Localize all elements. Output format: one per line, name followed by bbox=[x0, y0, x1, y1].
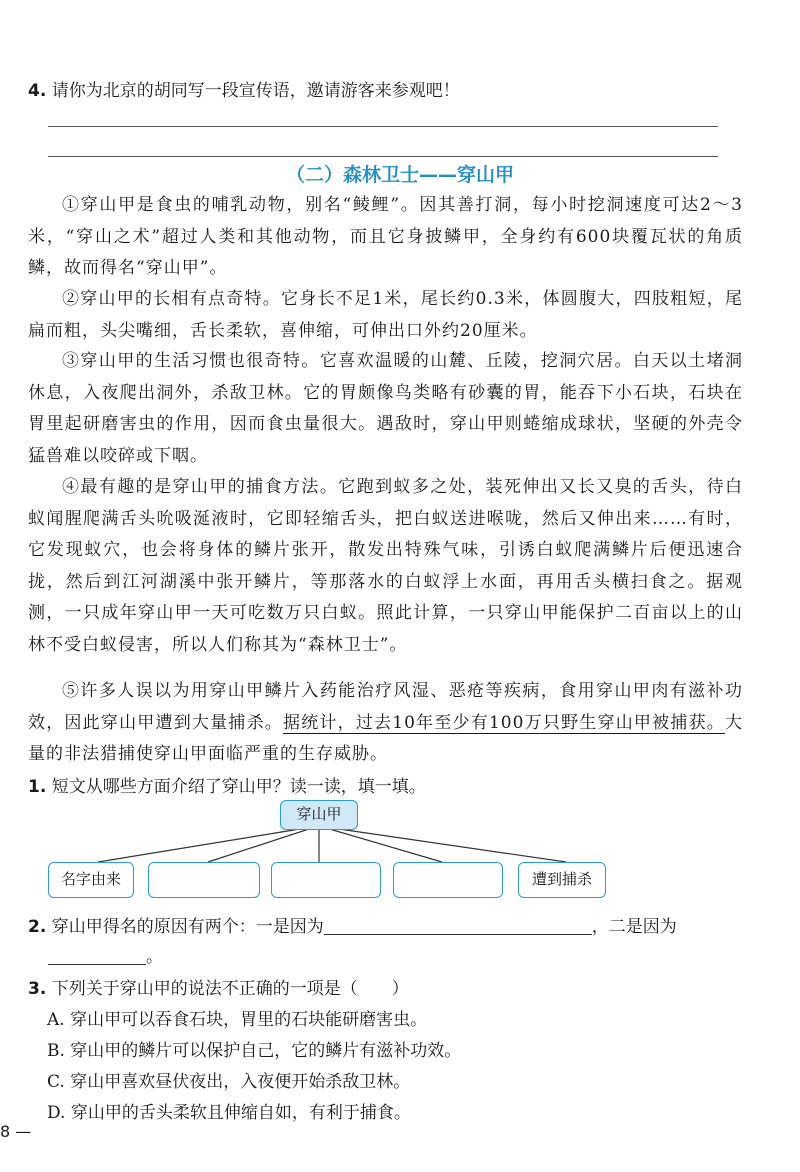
page-number: 8 — bbox=[0, 1122, 32, 1141]
question-4 bbox=[28, 76, 460, 101]
connector-line bbox=[326, 828, 442, 862]
paragraph-2: ②穿山甲的长相有点奇特。它身长不足1米，尾长约0.3米，体圆腹大，四肢粗短，尾扁而粗，头尖嘴细，舌长柔软，喜伸缩，可伸出口外约20厘米。 bbox=[28, 289, 743, 341]
question-text-part2: ，二是因为 bbox=[591, 917, 677, 937]
question-text: 请你为北京的胡同写一段宣传语，邀请游客来参观吧！ bbox=[51, 81, 460, 101]
connector-line bbox=[208, 828, 312, 862]
question-1 bbox=[28, 772, 426, 797]
question-number: 3. bbox=[28, 979, 47, 999]
question-2-line2 bbox=[48, 942, 163, 967]
question-text: 短文从哪些方面介绍了穿山甲？读一读，填一填。 bbox=[51, 777, 426, 797]
option-a[interactable]: A. 穿山甲可以吞食石块，胃里的石块能研磨害虫。 bbox=[47, 1010, 428, 1030]
connector-line bbox=[332, 828, 566, 862]
underlined-sentence: 据统计，过去10年至少有100万只野生穿山甲被捕获。 bbox=[283, 712, 725, 733]
question-text-end: 。 bbox=[146, 947, 163, 967]
paragraph-1: ①穿山甲是食虫的哺乳动物，别名“鲮鲤”。因其善打洞，每小时挖洞速度可达2～3米，“穿山之术”超过人类和其他动物，而且它身披鳞甲，全身约有600块覆瓦状的角质鳞，故而得名“穿山甲”。 bbox=[28, 195, 743, 279]
paragraph-3: ③穿山甲的生活习惯也很奇特。它喜欢温暖的山麓、丘陵，挖洞穴居。白天以土堵洞休息，入夜爬出洞外，杀敌卫林。它的胃颇像鸟类略有砂囊的胃，能吞下小石块，石块在胃里起研磨害虫的作用，因而食虫量很大。遇敌时，穿山甲则蜷缩成球状，坚硬的外壳令猛兽难以咬碎或下咽。 bbox=[28, 351, 743, 466]
option-b[interactable]: B. 穿山甲的鳞片可以保护自己，它的鳞片有滋补功效。 bbox=[47, 1041, 462, 1061]
diagram-connectors bbox=[0, 800, 800, 870]
diagram-root: 穿山甲 bbox=[280, 800, 358, 830]
connector-line bbox=[98, 828, 306, 862]
question-text: 下列关于穿山甲的说法不正确的一项是（ ） bbox=[51, 979, 409, 999]
paragraph-5-start: ⑤许多人误以为用穿山甲鳞片入药能治疗风湿、恶疮等疾病，食用穿山甲肉有滋补功效，因此穿山甲遭到大量捕杀。 bbox=[28, 681, 743, 733]
paragraph-4: ④最有趣的是穿山甲的捕食方法。它跑到蚁多之处，装死伸出又长又臭的舌头，待白蚁闻腥爬满舌头吮吸涎液时，它即轻缩舌头，把白蚁送进喉咙，然后又伸出来……有时，它发现蚁穴，也会将身体的鳞片张开，散发出特殊气味，引诱白蚁爬满鳞片后便迅速合拢，然后到江河湖溪中张开鳞片，等那落水的白蚁浮上水面，再用舌头横扫食之。据观测，一只成年穿山甲一天可吃数万只白蚁。照此计算，一只穿山甲能保护二百亩以上的山林不受白蚁侵害，所以人们称其为“森林卫士”。 bbox=[28, 477, 743, 655]
diagram-box-name-origin: 名字由来 bbox=[48, 862, 134, 898]
option-c[interactable]: C. 穿山甲喜欢昼伏夜出，入夜便开始杀敌卫林。 bbox=[47, 1072, 411, 1092]
question-text-part1: 穿山甲得名的原因有两个：一是因为 bbox=[51, 917, 324, 937]
diagram-blank-box[interactable] bbox=[393, 862, 503, 898]
diagram-box-hunted: 遭到捕杀 bbox=[518, 862, 606, 898]
question-number: 1. bbox=[28, 777, 47, 797]
answer-line[interactable] bbox=[48, 156, 718, 157]
paragraph-5 bbox=[28, 676, 743, 771]
section-title: （二）森林卫士——穿山甲 bbox=[285, 164, 514, 186]
diagram-blank-box[interactable] bbox=[271, 862, 381, 898]
diagram-blank-box[interactable] bbox=[148, 862, 260, 898]
question-number: 4. bbox=[28, 81, 47, 101]
question-2 bbox=[28, 912, 677, 937]
answer-blank-2[interactable] bbox=[48, 946, 146, 965]
paragraph-5-end: 大量的非法猎捕使穿山甲面临严重的生存威胁。 bbox=[28, 712, 743, 765]
option-d[interactable]: D. 穿山甲的舌头柔软且伸缩自如，有利于捕食。 bbox=[47, 1103, 411, 1123]
question-number: 2. bbox=[28, 917, 47, 937]
answer-blank-1[interactable] bbox=[324, 916, 592, 935]
answer-line[interactable] bbox=[48, 126, 718, 127]
question-3 bbox=[28, 974, 409, 999]
